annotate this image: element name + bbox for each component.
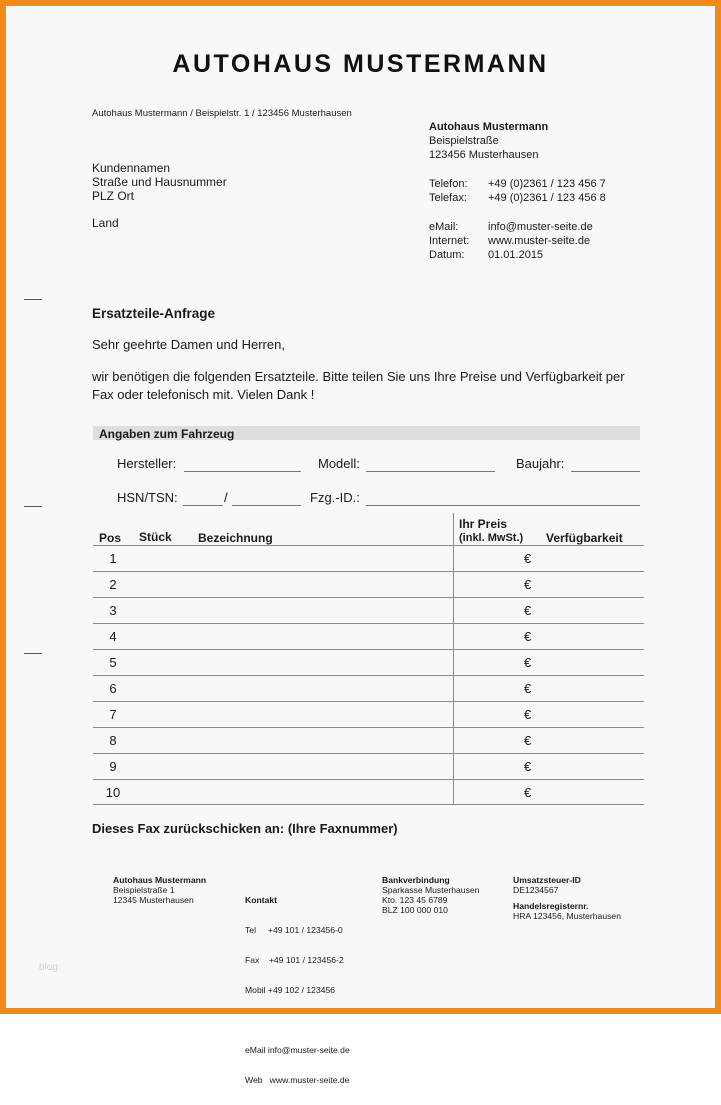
footer-bank (382, 875, 479, 915)
manufacturer-label: Hersteller: (117, 456, 177, 471)
row-pos: 6 (109, 681, 117, 696)
hsn-tsn-separator: / (224, 490, 228, 505)
recipient-city: PLZ Ort (92, 189, 135, 203)
header-qty: Stück (139, 530, 172, 544)
row-currency: € (524, 551, 532, 566)
internet-label: Internet: (429, 235, 470, 247)
row-currency: € (524, 603, 532, 618)
table-row-rule (93, 649, 644, 650)
footer-company-line: 12345 Musterhausen (113, 895, 194, 905)
page-title: AUTOHAUS MUSTERMANN (172, 50, 549, 78)
header-pos: Pos (99, 531, 122, 545)
footer-bank-line: BLZ 100 000 010 (382, 905, 448, 915)
row-pos: 1 (109, 551, 117, 566)
footer-company-title: Autohaus Mustermann (113, 875, 207, 885)
model-field[interactable] (366, 471, 495, 472)
row-currency: € (524, 733, 532, 748)
company-city: 123456 Musterhausen (429, 149, 539, 161)
year-field[interactable] (571, 471, 640, 472)
tsn-field[interactable] (232, 505, 301, 506)
row-currency: € (524, 707, 532, 722)
table-header-rule (93, 545, 644, 546)
footer-contact-line: Tel +49 101 / 123456-0 (245, 925, 343, 935)
fold-mark-middle (24, 506, 42, 507)
table-row-rule (93, 623, 644, 624)
footer-register-line: HRA 123456, Musterhausen (513, 911, 621, 921)
footer-tax (513, 875, 621, 921)
row-pos: 5 (109, 655, 117, 670)
manufacturer-field[interactable] (184, 471, 301, 472)
email-label: eMail: (429, 221, 459, 233)
vehicle-section-title: Angaben zum Fahrzeug (99, 427, 235, 441)
row-currency: € (524, 629, 532, 644)
footer-contact-line: eMail info@muster-seite.de (245, 1045, 350, 1055)
footer-tax-line: DE1234567 (513, 885, 559, 895)
row-currency: € (524, 759, 532, 774)
table-row-rule (93, 727, 644, 728)
letter-greeting: Sehr geehrte Damen und Herren, (92, 337, 285, 352)
phone-value: +49 (0)2361 / 123 456 7 (488, 178, 606, 190)
letter-subject: Ersatzteile-Anfrage (92, 306, 216, 321)
row-pos: 10 (105, 785, 121, 800)
letter-body-line2: Fax oder telefonisch mit. Vielen Dank ! (92, 387, 315, 402)
row-pos: 2 (109, 577, 117, 592)
header-price-line1: Ihr Preis (459, 517, 508, 531)
table-row-rule (93, 571, 644, 572)
fold-mark-top (24, 299, 42, 300)
row-currency: € (524, 577, 532, 592)
table-divider-vertical (453, 513, 454, 804)
footer-contact-line: Mobil +49 102 / 123456 (245, 985, 336, 995)
recipient-country: Land (92, 216, 119, 230)
footer-contact-line: Fax +49 101 / 123456-2 (245, 955, 344, 965)
fzg-id-field[interactable] (366, 505, 640, 506)
hsn-tsn-label: HSN/TSN: (117, 490, 178, 505)
internet-value: www.muster-seite.de (488, 235, 591, 247)
footer-bank-line: Sparkasse Musterhausen (382, 885, 480, 895)
footer-bank-title: Bankverbindung (382, 875, 450, 885)
table-bottom-rule (93, 804, 644, 805)
company-street: Beispielstraße (429, 135, 499, 147)
hsn-field[interactable] (183, 505, 223, 506)
header-availability: Verfügbarkeit (546, 531, 623, 545)
fold-mark-bottom (24, 653, 42, 654)
table-row-rule (93, 675, 644, 676)
recipient-street: Straße und Hausnummer (92, 175, 227, 189)
row-pos: 9 (109, 759, 117, 774)
header-price-line2: (inkl. MwSt.) (459, 532, 524, 544)
recipient-name: Kundennamen (92, 161, 171, 175)
sender-return-address: Autohaus Mustermann / Beispielstr. 1 / 123456 Musterhausen (92, 108, 352, 119)
fax-label: Telefax: (429, 192, 467, 204)
letter-body-line1: wir benötigen die folgenden Ersatzteile. Bitte teilen Sie uns Ihre Preise und Verfügbarkeit per (92, 369, 625, 384)
footer-register-title: Handelsregisternr. (513, 901, 589, 911)
table-row-rule (93, 597, 644, 598)
row-pos: 7 (109, 707, 117, 722)
row-pos: 8 (109, 733, 117, 748)
fax-value: +49 (0)2361 / 123 456 8 (488, 192, 606, 204)
phone-label: Telefon: (429, 178, 468, 190)
row-pos: 3 (109, 603, 117, 618)
footer-company-line: Beispielstraße 1 (113, 885, 175, 895)
row-pos: 4 (109, 629, 117, 644)
footer-company (113, 875, 206, 905)
footer-contact (245, 875, 350, 1105)
row-currency: € (524, 655, 532, 670)
table-row-rule (93, 753, 644, 754)
email-value: info@muster-seite.de (488, 221, 593, 233)
date-value: 01.01.2015 (488, 249, 544, 261)
year-label: Baujahr: (516, 456, 565, 471)
date-label: Datum: (429, 249, 465, 261)
row-currency: € (524, 785, 532, 800)
table-row-rule (93, 779, 644, 780)
company-name: Autohaus Mustermann (429, 121, 549, 133)
footer-tax-title: Umsatzsteuer-ID (513, 875, 581, 885)
model-label: Modell: (318, 456, 360, 471)
header-description: Bezeichnung (198, 531, 273, 545)
watermark-text: blog (39, 962, 58, 973)
row-currency: € (524, 681, 532, 696)
footer-contact-spacer (245, 1015, 350, 1025)
fzg-id-label: Fzg.-ID.: (310, 490, 360, 505)
footer-contact-line: Web www.muster-seite.de (245, 1075, 350, 1085)
footer-bank-line: Kto. 123 45 6789 (382, 895, 448, 905)
table-row-rule (93, 701, 644, 702)
fax-return-instruction: Dieses Fax zurückschicken an: (Ihre Faxnummer) (92, 821, 398, 836)
footer-contact-title: Kontakt (245, 895, 277, 905)
